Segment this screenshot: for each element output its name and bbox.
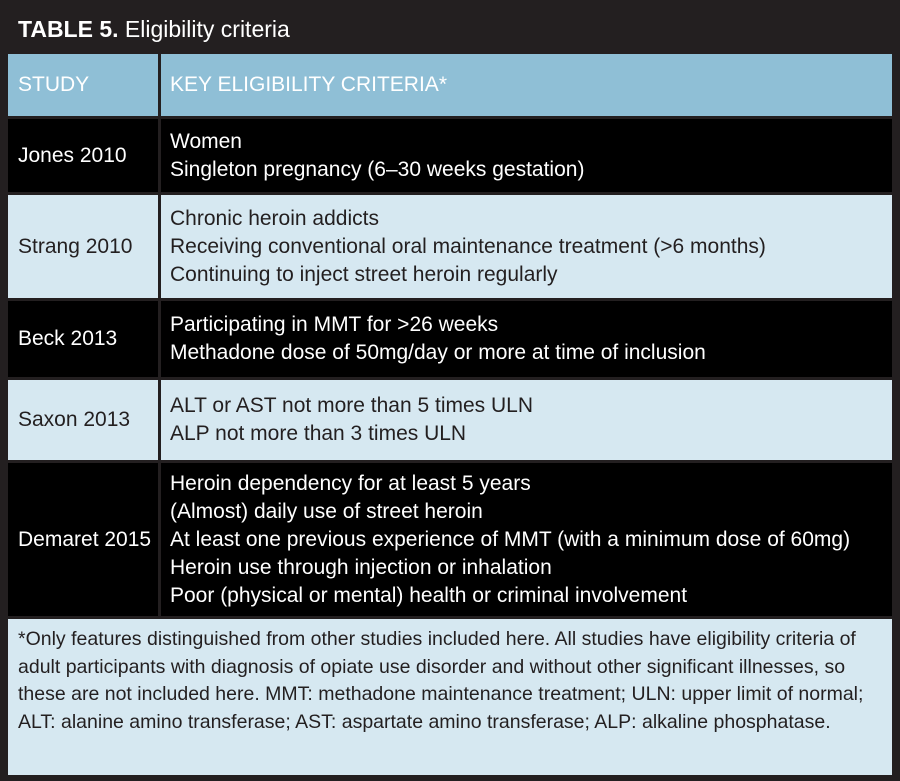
table-title: [8, 6, 892, 52]
table-row: [8, 463, 892, 616]
criteria-line: Heroin dependency for at least 5 years: [170, 471, 531, 495]
header-criteria: KEY ELIGIBILITY CRITERIA*: [161, 54, 892, 116]
criteria-line: Heroin use through injection or inhalation: [170, 555, 552, 579]
criteria-line: Receiving conventional oral maintenance treatment (>6 months): [170, 234, 766, 258]
criteria-line: Continuing to inject street heroin regularly: [170, 262, 558, 286]
criteria-line: Participating in MMT for >26 weeks: [170, 313, 499, 336]
table-header-row: [8, 54, 892, 116]
study-cell: Jones 2010: [8, 119, 158, 192]
table-row: [8, 301, 892, 377]
criteria-line: At least one previous experience of MMT (with a minimum dose of 60mg): [170, 527, 851, 551]
table-row: [8, 380, 892, 460]
table-footnote: *Only features distinguished from other studies included here. All studies have eligibility criteria of adult participants with diagnosis of opiate use disorder and without other significant illnesses, so these are not included here. MMT: methadone maintenance treatment; ULN: upper limit of normal; ALT: alanine amino transferase; AST: aspartate amino transferase; ALP: alkaline phosphatase.: [8, 619, 892, 775]
criteria-cell: [161, 463, 892, 616]
study-cell: Demaret 2015: [8, 463, 158, 616]
criteria-line: Singleton pregnancy (6–30 weeks gestation): [170, 157, 585, 181]
criteria-cell: [161, 195, 892, 298]
criteria-cell: [161, 380, 892, 460]
criteria-line: Women: [170, 129, 242, 153]
table-row: [8, 195, 892, 298]
table-title-text: Eligibility criteria: [124, 16, 290, 42]
table-row: [8, 119, 892, 192]
criteria-cell: [161, 301, 892, 377]
study-cell: Strang 2010: [8, 195, 158, 298]
criteria-line: (Almost) daily use of street heroin: [170, 499, 483, 523]
criteria-line: Poor (physical or mental) health or criminal involvement: [170, 583, 688, 607]
study-cell: Beck 2013: [8, 301, 158, 377]
study-cell: Saxon 2013: [8, 380, 158, 460]
header-study: STUDY: [8, 54, 158, 116]
criteria-line: ALT or AST not more than 5 times ULN: [170, 394, 533, 417]
criteria-line: Chronic heroin addicts: [170, 206, 379, 230]
criteria-line: Methadone dose of 50mg/day or more at time of inclusion: [170, 341, 706, 364]
table-label: TABLE 5.: [18, 16, 119, 42]
criteria-cell: [161, 119, 892, 192]
criteria-line: ALP not more than 3 times ULN: [170, 422, 467, 445]
